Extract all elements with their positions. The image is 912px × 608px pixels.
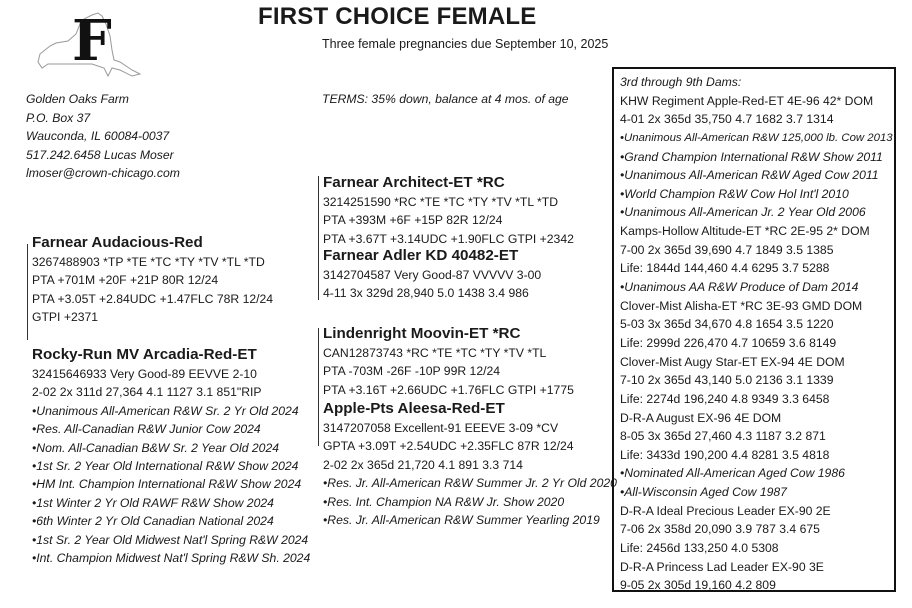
dam-of-dam-honor: •Res. Int. Champion NA R&W Jr. Show 2020 — [323, 494, 565, 509]
extended-dam-line: Life: 1844d 144,460 4.4 6295 3.7 5288 — [620, 261, 830, 276]
dam-honor: •Nom. All-Canadian B&W Sr. 2 Year Old 2024 — [32, 440, 280, 455]
sire-of-dam-line: PTA -703M -26F -10P 99R 12/24 — [323, 364, 501, 379]
extended-dam-line: 4-01 2x 365d 35,750 4.7 1682 3.7 1314 — [620, 112, 834, 127]
extended-dam-line: Life: 3433d 190,200 4.4 8281 3.5 4818 — [620, 447, 830, 462]
extended-dam-line: D-R-A August EX-96 4E DOM — [620, 410, 782, 425]
extended-dam-line: 8-05 3x 365d 27,460 4.3 1187 3.2 871 — [620, 429, 826, 444]
logo-letter: F — [72, 8, 112, 74]
extended-dam-line: •All-Wisconsin Aged Cow 1987 — [620, 485, 787, 500]
extended-dam-line: Life: 2274d 196,240 4.8 9349 3.3 6458 — [620, 391, 830, 406]
dam-of-sire-block — [323, 245, 541, 303]
dam-of-dam-honor: •Res. Jr. All-American R&W Summer Jr. 2 Yr Old 2020 — [323, 476, 617, 491]
extended-dam-line: D-R-A Princess Lad Leader EX-90 3E — [620, 559, 824, 574]
extended-dam-line: Kamps-Hollow Altitude-ET *RC 2E-95 2* DOM — [620, 224, 870, 239]
extended-dam-line: Life: 2456d 133,250 4.0 5308 — [620, 541, 779, 556]
sire-name: Farnear Audacious-Red — [32, 234, 203, 251]
dam-honor: •6th Winter 2 Yr Old Canadian National 2024 — [32, 514, 274, 529]
extended-dam-line: Clover-Mist Augy Star-ET EX-94 4E DOM — [620, 354, 845, 369]
pedigree-connector — [27, 244, 28, 340]
extended-dam-line: 9-05 2x 305d 19,160 4.2 809 — [620, 578, 776, 593]
dam-name: Rocky-Run MV Arcadia-Red-ET — [32, 346, 257, 363]
dam-of-sire-name: Farnear Adler KD 40482-ET — [323, 247, 519, 264]
dam-of-dam-line: GPTA +3.09T +2.54UDC +2.35FLC 87R 12/24 — [323, 439, 574, 454]
extended-dam-line: D-R-A Ideal Precious Leader EX-90 2E — [620, 503, 831, 518]
dam-of-dam-line: 3147207058 Excellent-91 EEEVE 3-09 *CV — [323, 421, 559, 435]
extended-dam-line: 5-03 3x 365d 34,670 4.8 1654 3.5 1220 — [620, 317, 834, 332]
sire-line: GTPI +2371 — [32, 310, 99, 325]
sire-of-dam-block — [323, 323, 574, 399]
farm-phone: 517.242.6458 Lucas Moser — [26, 147, 174, 162]
sire-of-dam-line: CAN12873743 *RC *TE *TC *TY *TV *TL — [323, 346, 547, 360]
extended-dam-line: •World Champion R&W Cow Hol Int'l 2010 — [620, 186, 849, 201]
dam-honor: •1st Sr. 2 Year Old Midwest Nat'l Spring R&W 2024 — [32, 532, 309, 547]
extended-dam-line: 7-10 2x 365d 43,140 5.0 2136 3.1 1339 — [620, 373, 834, 388]
extended-dam-line: Life: 2999d 226,470 4.7 10659 3.6 8149 — [620, 335, 837, 350]
extended-dam-line: •Unanimous All-American R&W 125,000 lb. Cow 2013 — [620, 131, 893, 144]
extended-dam-line: •Unanimous AA R&W Produce of Dam 2014 — [620, 280, 859, 295]
dam-honor: •Int. Champion Midwest Nat'l Spring R&W Sh. 2024 — [32, 550, 311, 565]
farm-logo — [28, 10, 146, 90]
dam-honor: •HM Int. Champion International R&W Show 2024 — [32, 477, 302, 492]
dam-of-sire-line: 4-11 3x 329d 28,940 5.0 1438 3.4 986 — [323, 286, 529, 301]
extended-dams-list — [620, 73, 893, 593]
extended-dam-line: •Grand Champion International R&W Show 2011 — [620, 149, 883, 164]
sire-of-sire-line: PTA +3.67T +3.14UDC +1.90FLC GTPI +2342 — [323, 231, 574, 246]
sire-line: PTA +701M +20F +21P 80R 12/24 — [32, 273, 219, 288]
sire-line: PTA +3.05T +2.84UDC +1.47FLC 78R 12/24 — [32, 291, 274, 306]
extended-dam-line: KHW Regiment Apple-Red-ET 4E-96 42* DOM — [620, 93, 874, 108]
pedigree-connector — [318, 176, 319, 300]
sire-of-dam-name: Lindenright Moovin-ET *RC — [323, 325, 521, 342]
dam-of-dam-block — [323, 398, 617, 529]
sire-of-sire-line: 3214251590 *RC *TE *TC *TY *TV *TL *TD — [323, 195, 559, 209]
extended-dam-line: 7-06 2x 358d 20,090 3.9 787 3.4 675 — [620, 522, 820, 537]
sire-block — [32, 232, 273, 327]
sire-of-dam-line: PTA +3.16T +2.66UDC +1.76FLC GTPI +1775 — [323, 382, 574, 397]
dam-honor: •1st Winter 2 Yr Old RAWF R&W Show 2024 — [32, 495, 274, 510]
dam-of-sire-line: 3142704587 Very Good-87 VVVVV 3-00 — [323, 268, 542, 282]
dam-of-dam-honor: •Res. Jr. All-American R&W Summer Yearling 2019 — [323, 512, 600, 527]
sire-of-sire-line: PTA +393M +6F +15P 82R 12/24 — [323, 213, 503, 228]
farm-email: lmoser@crown-chicago.com — [26, 166, 180, 181]
dam-line: 32415646933 Very Good-89 EEVVE 2-10 — [32, 367, 257, 381]
dam-honor: •1st Sr. 2 Year Old International R&W Show 2024 — [32, 458, 299, 473]
extended-dam-line: •Unanimous All-American Jr. 2 Year Old 2006 — [620, 205, 866, 220]
farm-name: Golden Oaks Farm — [26, 92, 129, 106]
dam-of-dam-line: 2-02 2x 365d 21,720 4.1 891 3.3 714 — [323, 457, 523, 472]
terms: TERMS: 35% down, balance at 4 mos. of age — [322, 92, 569, 106]
sire-of-sire-name: Farnear Architect-ET *RC — [323, 174, 505, 191]
dam-honor: •Res. All-Canadian R&W Junior Cow 2024 — [32, 422, 261, 437]
farm-po-box: P.O. Box 37 — [26, 110, 91, 125]
extended-dam-line: Clover-Mist Alisha-ET *RC 3E-93 GMD DOM — [620, 298, 863, 313]
sire-of-sire-block — [323, 172, 574, 248]
dam-honor: •Unanimous All-American R&W Sr. 2 Yr Old 2024 — [32, 403, 299, 418]
farm-city: Wauconda, IL 60084-0037 — [26, 129, 170, 144]
dam-block — [32, 344, 310, 567]
pedigree-connector — [318, 328, 319, 446]
farm-contact — [26, 90, 180, 183]
extended-dams-heading: 3rd through 9th Dams: — [620, 75, 742, 89]
dam-line: 2-02 2x 311d 27,364 4.1 1127 3.1 851"RIP — [32, 385, 262, 400]
extended-dam-line: •Unanimous All-American R&W Aged Cow 2011 — [620, 168, 879, 183]
sire-line: 3267488903 *TP *TE *TC *TY *TV *TL *TD — [32, 255, 265, 269]
dam-of-dam-name: Apple-Pts Aleesa-Red-ET — [323, 400, 505, 417]
extended-dam-line: •Nominated All-American Aged Cow 1986 — [620, 466, 845, 481]
page-subtitle: Three female pregnancies due September 10, 2025 — [322, 37, 609, 51]
extended-dam-line: 7-00 2x 365d 39,690 4.7 1849 3.5 1385 — [620, 242, 834, 257]
page-title: FIRST CHOICE FEMALE — [258, 3, 537, 30]
